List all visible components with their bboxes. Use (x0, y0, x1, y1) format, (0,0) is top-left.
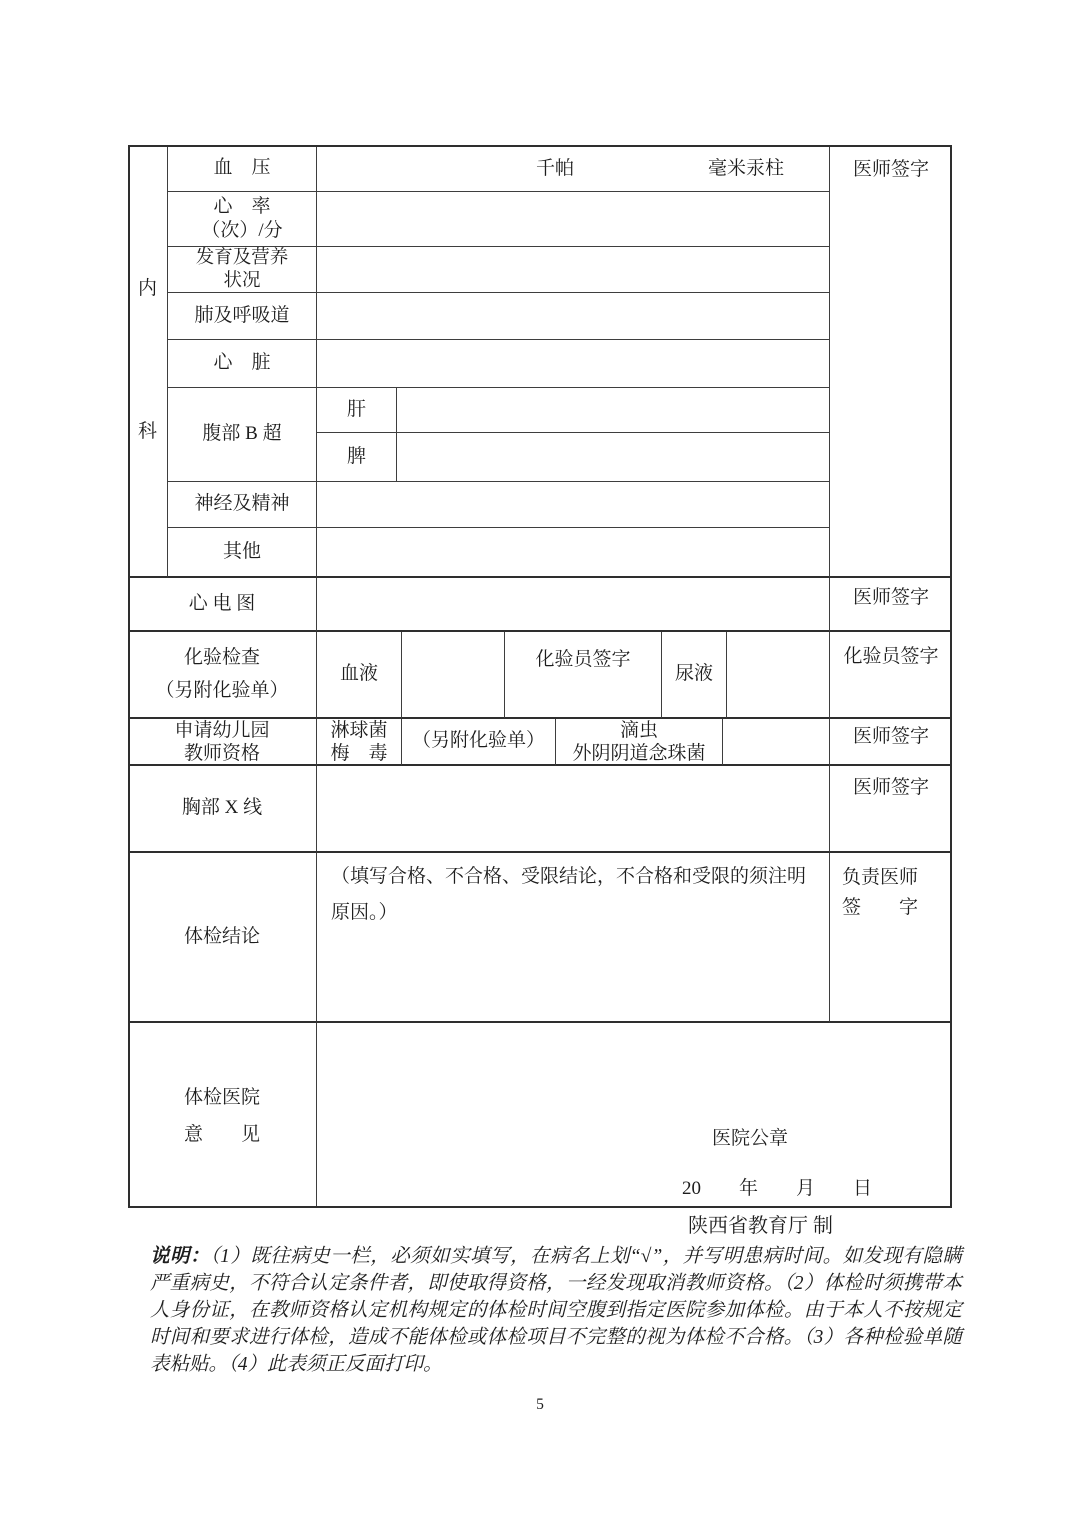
lab-blood-value-cell (402, 632, 505, 719)
ecg-doctor-signature-label: 医师签字 (852, 587, 929, 608)
kindergarten-gonococcus-syphilis-cell (317, 719, 402, 766)
other-value-cell (317, 528, 830, 578)
lungs-label: 肺及呼吸道 (194, 304, 290, 326)
ecg-label-cell (128, 578, 317, 632)
hospital-opinion-label-line1: 体检医院 (183, 1086, 260, 1108)
other-label-cell (168, 528, 317, 578)
spleen-label: 脾 (346, 445, 366, 467)
conclusion-doctor-signature-line1: 负责医师 (842, 867, 919, 888)
lab-test-label-line2: （另附化验单） (155, 679, 289, 701)
liver-label-cell (317, 388, 397, 433)
syphilis-label: 梅 毒 (330, 742, 388, 764)
heart-label-cell (168, 340, 317, 388)
conclusion-label: 体检结论 (183, 925, 260, 947)
internal-doctor-signature-label: 医师签字 (852, 159, 929, 180)
heart-rate-value-cell (317, 192, 830, 247)
ecg-value-cell (317, 578, 830, 632)
nerve-mental-label: 神经及精神 (194, 493, 290, 515)
kindergarten-doctor-signature-cell (830, 719, 952, 766)
lab-urine-value-cell (727, 632, 830, 719)
heart-label: 心 脏 (213, 352, 271, 374)
liver-value-cell (397, 388, 830, 433)
ecg-label: 心 电 图 (188, 592, 256, 614)
unit-mmhg: 毫米汞柱 (708, 158, 785, 179)
lab-blood-label-cell (317, 632, 402, 719)
chest-xray-doctor-signature-label: 医师签字 (852, 777, 929, 798)
heart-rate-label-line2: （次）/分 (201, 220, 283, 241)
exam-table (128, 145, 952, 1208)
ecg-doctor-signature-cell (830, 578, 952, 632)
lungs-label-cell (168, 293, 317, 340)
conclusion-value-cell (317, 853, 830, 1023)
conclusion-doctor-signature-cell (830, 853, 952, 1023)
notes-paragraph (150, 1243, 962, 1378)
heart-value-cell (317, 340, 830, 388)
development-label-line2: 状况 (223, 270, 261, 291)
lab-technician-signature-label: 化验员签字 (843, 646, 939, 667)
chest-xray-label: 胸部 X 线 (181, 797, 263, 819)
kindergarten-trichomonas-candida-cell (556, 719, 723, 766)
conclusion-label-cell (128, 853, 317, 1023)
hospital-date-line: 20 年 月 日 (682, 1178, 873, 1199)
candida-label: 外阴阴道念珠菌 (572, 742, 706, 764)
kindergarten-label-line1: 申请幼儿园 (174, 719, 270, 741)
lab-test-label-cell (128, 632, 317, 719)
lab-technician-signature-header-cell (505, 632, 662, 719)
blood-pressure-label-cell (168, 145, 317, 192)
nerve-mental-label-cell (168, 482, 317, 528)
lab-test-label-line1: 化验检查 (183, 647, 260, 669)
hospital-seal-label: 医院公章 (712, 1128, 789, 1149)
kindergarten-doctor-signature-label: 医师签字 (852, 726, 929, 747)
page-number: 5 (536, 1396, 544, 1413)
heart-rate-label-cell (168, 192, 317, 247)
heart-rate-label-line1: 心 率 (213, 196, 271, 218)
lab-urine-label-cell (662, 632, 727, 719)
nerve-mental-value-cell (317, 482, 830, 528)
lungs-value-cell (317, 293, 830, 340)
abdominal-ultrasound-label-cell (168, 388, 317, 482)
abdominal-ultrasound-label: 腹部 B 超 (202, 423, 282, 445)
development-value-cell (317, 247, 830, 293)
hospital-opinion-label-line2: 意 见 (183, 1123, 260, 1145)
kindergarten-attached-sheet-label: （另附化验单） (411, 730, 545, 752)
conclusion-doctor-signature-line2: 签 字 (842, 897, 919, 918)
dept-internal-medicine-cell (128, 145, 168, 578)
blood-pressure-label: 血 压 (213, 156, 271, 178)
internal-doctor-signature-cell (830, 145, 952, 578)
spleen-label-cell (317, 433, 397, 482)
notes-body: （1）既往病史一栏，必须如实填写，在病名上划“√”，并写明患病时间。如发现有隐瞒严重病史，不符合认定条件者，即使取得资格，一经发现取消教师资格。（2）体检时须携带本人身份证，在教师资格认定机构规定的体检时间空腹到指定医院参加体检。由于本人不按规定时间和要求进行体检，造成不能体检或体检项目不完整的视为体检不合格。（3）各种检验单随表粘贴。（4）此表须正反面打印。 (150, 1246, 962, 1375)
kindergarten-attached-sheet-cell (402, 719, 556, 766)
development-label-cell (168, 247, 317, 293)
kindergarten-value-cell (723, 719, 830, 766)
lab-urine-label: 尿液 (674, 663, 713, 685)
kindergarten-label-cell (128, 719, 317, 766)
lab-technician-signature-header: 化验员签字 (535, 649, 631, 670)
chest-xray-label-cell (128, 766, 317, 853)
spleen-value-cell (397, 433, 830, 482)
chest-xray-doctor-signature-cell (830, 766, 952, 853)
trichomonas-label: 滴虫 (619, 719, 658, 741)
lab-blood-label: 血液 (339, 663, 378, 685)
dept-char-1: 内 (137, 277, 157, 299)
blood-pressure-value-cell (317, 145, 830, 192)
hospital-opinion-value-cell (317, 1023, 952, 1208)
liver-label: 肝 (346, 398, 366, 420)
development-label-line1: 发育及营养 (195, 248, 289, 269)
other-label: 其他 (222, 540, 261, 562)
lab-technician-signature-cell (830, 632, 952, 719)
unit-kpa: 千帕 (536, 158, 575, 179)
gonococcus-label: 淋球菌 (330, 719, 388, 741)
conclusion-hint: （填写合格、不合格、受限结论，不合格和受限的须注明原因。） (331, 866, 807, 923)
dept-char-2: 科 (137, 420, 157, 442)
form-issuer: 陕西省教育厅 制 (688, 1215, 833, 1237)
notes-title: 说明： (150, 1246, 210, 1267)
hospital-opinion-label-cell (128, 1023, 317, 1208)
chest-xray-value-cell (317, 766, 830, 853)
kindergarten-label-line2: 教师资格 (183, 742, 260, 764)
